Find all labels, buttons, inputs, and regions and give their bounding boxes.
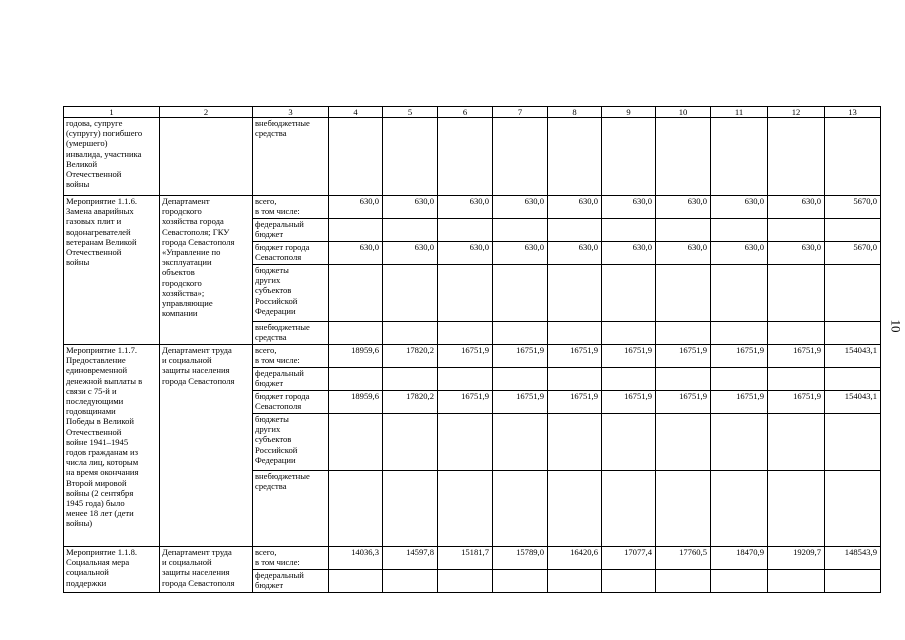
value-cell: 630,0 bbox=[329, 196, 383, 219]
value-cell: 16751,9 bbox=[548, 345, 602, 368]
col-header: 12 bbox=[768, 107, 825, 118]
value-cell: 630,0 bbox=[548, 196, 602, 219]
page-number: 10 bbox=[888, 319, 904, 333]
value-cell: 16751,9 bbox=[548, 391, 602, 414]
value-cell: 16751,9 bbox=[656, 391, 711, 414]
col-header: 13 bbox=[825, 107, 881, 118]
funding-source: федеральный бюджет bbox=[253, 219, 329, 242]
value-cell: 630,0 bbox=[656, 196, 711, 219]
value-cell: 630,0 bbox=[493, 196, 548, 219]
funding-source: бюджет города Севастополя bbox=[253, 242, 329, 265]
value-cell: 630,0 bbox=[329, 242, 383, 265]
value-cell: 14597,8 bbox=[383, 547, 438, 570]
value-cell: 148543,9 bbox=[825, 547, 881, 570]
value-cell: 16751,9 bbox=[493, 391, 548, 414]
value-cell: 630,0 bbox=[711, 196, 768, 219]
value-cell: 16751,9 bbox=[493, 345, 548, 368]
funding-source: всего, в том числе: bbox=[253, 345, 329, 368]
funding-source: бюджет города Севастополя bbox=[253, 391, 329, 414]
value-cell: 16751,9 bbox=[656, 345, 711, 368]
value-cell: 630,0 bbox=[656, 242, 711, 265]
funding-source: внебюджетные средства bbox=[253, 322, 329, 345]
measure-description: годова, супруге (супругу) погибшего (умершего) инвалида, участника Великой Отечественной войны bbox=[64, 118, 160, 196]
value-cell: 17820,2 bbox=[383, 391, 438, 414]
value-cell: 630,0 bbox=[383, 196, 438, 219]
value-cell: 16751,9 bbox=[768, 391, 825, 414]
funding-source: федеральный бюджет bbox=[253, 570, 329, 593]
col-header: 8 bbox=[548, 107, 602, 118]
value-cell: 16751,9 bbox=[438, 345, 493, 368]
col-header: 6 bbox=[438, 107, 493, 118]
responsible-executor: Департамент труда и социальной защиты населения города Севастополя bbox=[160, 345, 253, 547]
value-cell: 16420,6 bbox=[548, 547, 602, 570]
value-cell: 14036,3 bbox=[329, 547, 383, 570]
value-cell: 17820,2 bbox=[383, 345, 438, 368]
col-header: 7 bbox=[493, 107, 548, 118]
measure-description: Мероприятие 1.1.8. Социальная мера социальной поддержки bbox=[64, 547, 160, 593]
measure-description: Мероприятие 1.1.6. Замена аварийных газовых плит и водонагревателей ветеранам Великой Отечественной войны bbox=[64, 196, 160, 345]
measure-description: Мероприятие 1.1.7. Предоставление единовременной денежной выплаты в связи с 75-й и последующими годовщинами Победы в Великой Отечественной войне 1941–1945 годов гражданам из числа лиц, которым на время окончания Второй мировой войны (2 сентября 1945 года) было менее 18 лет (дети войны) bbox=[64, 345, 160, 547]
value-cell: 630,0 bbox=[602, 196, 656, 219]
value-cell: 17077,4 bbox=[602, 547, 656, 570]
value-cell: 18959,6 bbox=[329, 345, 383, 368]
col-header: 4 bbox=[329, 107, 383, 118]
value-cell: 630,0 bbox=[438, 242, 493, 265]
value-cell: 630,0 bbox=[602, 242, 656, 265]
value-cell: 16751,9 bbox=[711, 391, 768, 414]
value-cell: 154043,1 bbox=[825, 345, 881, 368]
table-row bbox=[64, 345, 881, 368]
funding-source: всего, в том числе: bbox=[253, 196, 329, 219]
responsible-executor: Департамент труда и социальной защиты населения города Севастополя bbox=[160, 547, 253, 593]
value-cell: 630,0 bbox=[768, 196, 825, 219]
value-cell: 630,0 bbox=[548, 242, 602, 265]
funding-source: бюджеты других субъектов Российской Федерации bbox=[253, 414, 329, 471]
funding-source: федеральный бюджет bbox=[253, 368, 329, 391]
funding-source: бюджеты других субъектов Российской Федерации bbox=[253, 265, 329, 322]
funding-source: всего, в том числе: bbox=[253, 547, 329, 570]
table-row bbox=[64, 547, 881, 570]
value-cell: 18959,6 bbox=[329, 391, 383, 414]
value-cell: 16751,9 bbox=[711, 345, 768, 368]
value-cell: 154043,1 bbox=[825, 391, 881, 414]
col-header: 10 bbox=[656, 107, 711, 118]
value-cell: 19209,7 bbox=[768, 547, 825, 570]
value-cell: 5670,0 bbox=[825, 242, 881, 265]
value-cell: 15181,7 bbox=[438, 547, 493, 570]
col-header: 11 bbox=[711, 107, 768, 118]
column-number-row bbox=[64, 107, 881, 118]
responsible-executor bbox=[160, 118, 253, 196]
value-cell: 630,0 bbox=[493, 242, 548, 265]
col-header: 5 bbox=[383, 107, 438, 118]
value-cell: 16751,9 bbox=[768, 345, 825, 368]
col-header: 3 bbox=[253, 107, 329, 118]
budget-table bbox=[63, 106, 881, 593]
funding-source: внебюджетные средства bbox=[253, 118, 329, 196]
value-cell: 5670,0 bbox=[825, 196, 881, 219]
value-cell: 16751,9 bbox=[438, 391, 493, 414]
continued-row bbox=[64, 118, 881, 196]
value-cell: 16751,9 bbox=[602, 391, 656, 414]
value-cell: 630,0 bbox=[711, 242, 768, 265]
col-header: 2 bbox=[160, 107, 253, 118]
value-cell: 630,0 bbox=[438, 196, 493, 219]
value-cell: 15789,0 bbox=[493, 547, 548, 570]
col-header: 9 bbox=[602, 107, 656, 118]
funding-source: внебюджетные средства bbox=[253, 471, 329, 547]
value-cell: 630,0 bbox=[768, 242, 825, 265]
value-cell: 17760,5 bbox=[656, 547, 711, 570]
responsible-executor: Департамент городского хозяйства города Севастополя; ГКУ города Севастополя «Управление по эксплуатации объектов городского хозяйства»; управляющие компании bbox=[160, 196, 253, 345]
col-header: 1 bbox=[64, 107, 160, 118]
table-row bbox=[64, 196, 881, 219]
value-cell: 18470,9 bbox=[711, 547, 768, 570]
value-cell: 630,0 bbox=[383, 242, 438, 265]
value-cell: 16751,9 bbox=[602, 345, 656, 368]
